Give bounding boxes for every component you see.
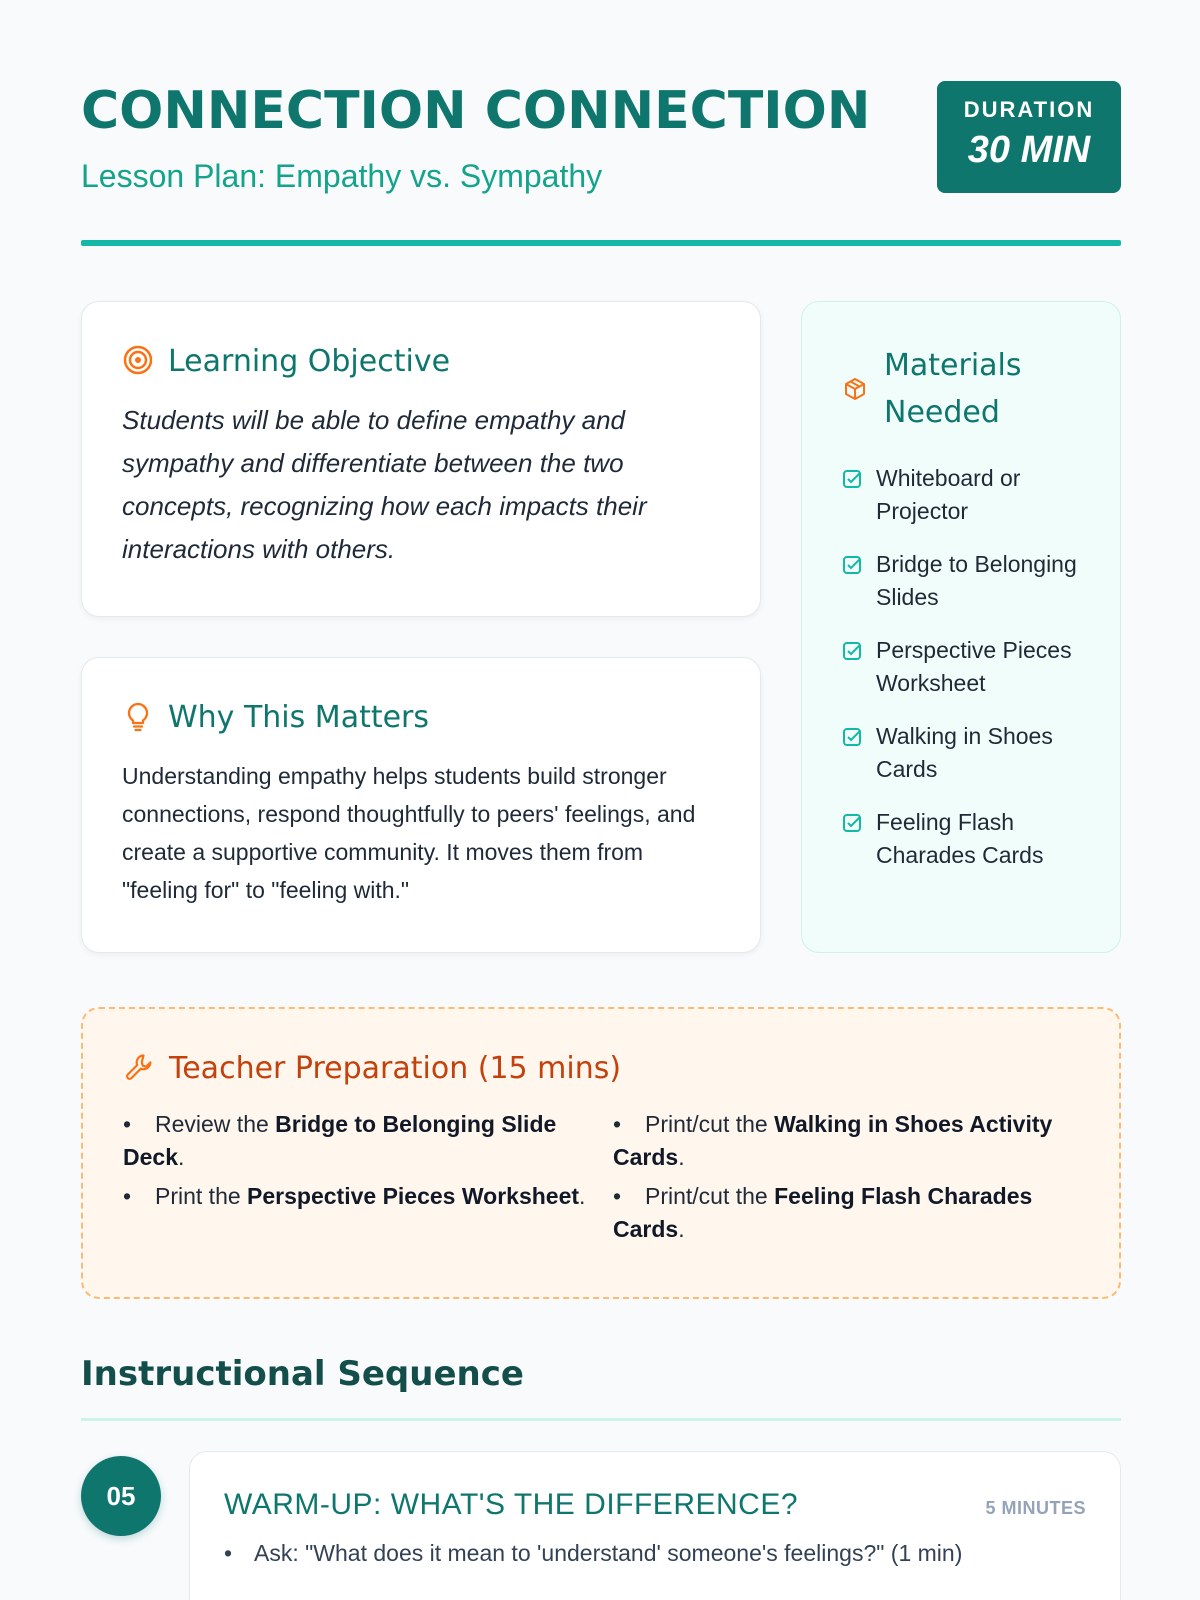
instructional-sequence-title: Instructional Sequence	[81, 1354, 524, 1394]
step-title: WARM-UP: WHAT'S THE DIFFERENCE?	[224, 1488, 799, 1521]
prep-item: • Review the Bridge to Belonging Slide Deck.	[123, 1108, 613, 1174]
why-this-matters-card	[81, 657, 761, 953]
preparation-list	[123, 1108, 1079, 1252]
learning-objective-heading	[122, 344, 720, 379]
material-item-label: Feeling Flash Charades Cards	[876, 809, 1044, 868]
page-title: CONNECTION CONNECTION	[81, 81, 871, 141]
header-divider	[81, 240, 1121, 246]
material-item-label: Whiteboard or Projector	[876, 465, 1021, 524]
material-item	[842, 548, 1090, 614]
step-bullet: • Ask: "What does it mean to 'understand' someone's feelings?" (1 min)	[224, 1540, 1086, 1567]
header	[81, 80, 1121, 200]
teacher-preparation-title: Teacher Preparation (15 mins)	[169, 1051, 622, 1086]
material-item	[842, 720, 1090, 786]
material-item	[842, 634, 1090, 700]
step-duration: 5 MINUTES	[985, 1498, 1086, 1518]
materials-heading	[842, 342, 1090, 436]
materials-card	[801, 301, 1121, 953]
why-this-matters-text: Understanding empathy helps students build stronger connections, respond thoughtfully to peers' feelings, and create a supportive community. It moves them from "feeling for" to "feeling with."	[122, 763, 696, 903]
duration-value: 30 MIN	[967, 129, 1091, 171]
page-subtitle: Lesson Plan: Empathy vs. Sympathy	[81, 158, 603, 194]
sequence-divider	[81, 1418, 1121, 1421]
material-item	[842, 806, 1090, 872]
checkbox-icon	[842, 469, 862, 489]
teacher-preparation-heading	[123, 1051, 1079, 1086]
checkbox-icon	[842, 555, 862, 575]
why-this-matters-heading	[122, 700, 720, 735]
step-number-badge: 05	[81, 1456, 161, 1536]
material-item-label: Perspective Pieces Worksheet	[876, 637, 1072, 696]
target-icon	[122, 344, 154, 376]
lightbulb-icon	[122, 700, 154, 732]
wrench-icon	[123, 1051, 155, 1083]
prep-item: • Print/cut the Feeling Flash Charades Cards.	[613, 1180, 1083, 1246]
box-icon	[842, 376, 868, 402]
materials-list	[842, 462, 1090, 872]
checkbox-icon	[842, 727, 862, 747]
duration-badge	[937, 81, 1121, 193]
material-item-label: Walking in Shoes Cards	[876, 723, 1053, 782]
materials-title: Materials Needed	[884, 348, 1022, 430]
why-this-matters-title: Why This Matters	[168, 700, 430, 735]
material-item-label: Bridge to Belonging Slides	[876, 551, 1077, 610]
checkbox-icon	[842, 813, 862, 833]
step-header	[224, 1488, 1086, 1522]
prep-item: • Print/cut the Walking in Shoes Activity Cards.	[613, 1108, 1083, 1174]
teacher-preparation-card	[81, 1007, 1121, 1299]
duration-label: DURATION	[963, 97, 1095, 122]
step-card	[189, 1451, 1121, 1600]
learning-objective-text: Students will be able to define empathy and sympathy and differentiate between the two concepts, recognizing how each impacts their interactions with others.	[122, 405, 647, 564]
step-bullets	[224, 1540, 1086, 1567]
prep-item: • Print the Perspective Pieces Worksheet.	[123, 1180, 613, 1246]
checkbox-icon	[842, 641, 862, 661]
learning-objective-title: Learning Objective	[168, 344, 451, 379]
learning-objective-card	[81, 301, 761, 617]
material-item	[842, 462, 1090, 528]
